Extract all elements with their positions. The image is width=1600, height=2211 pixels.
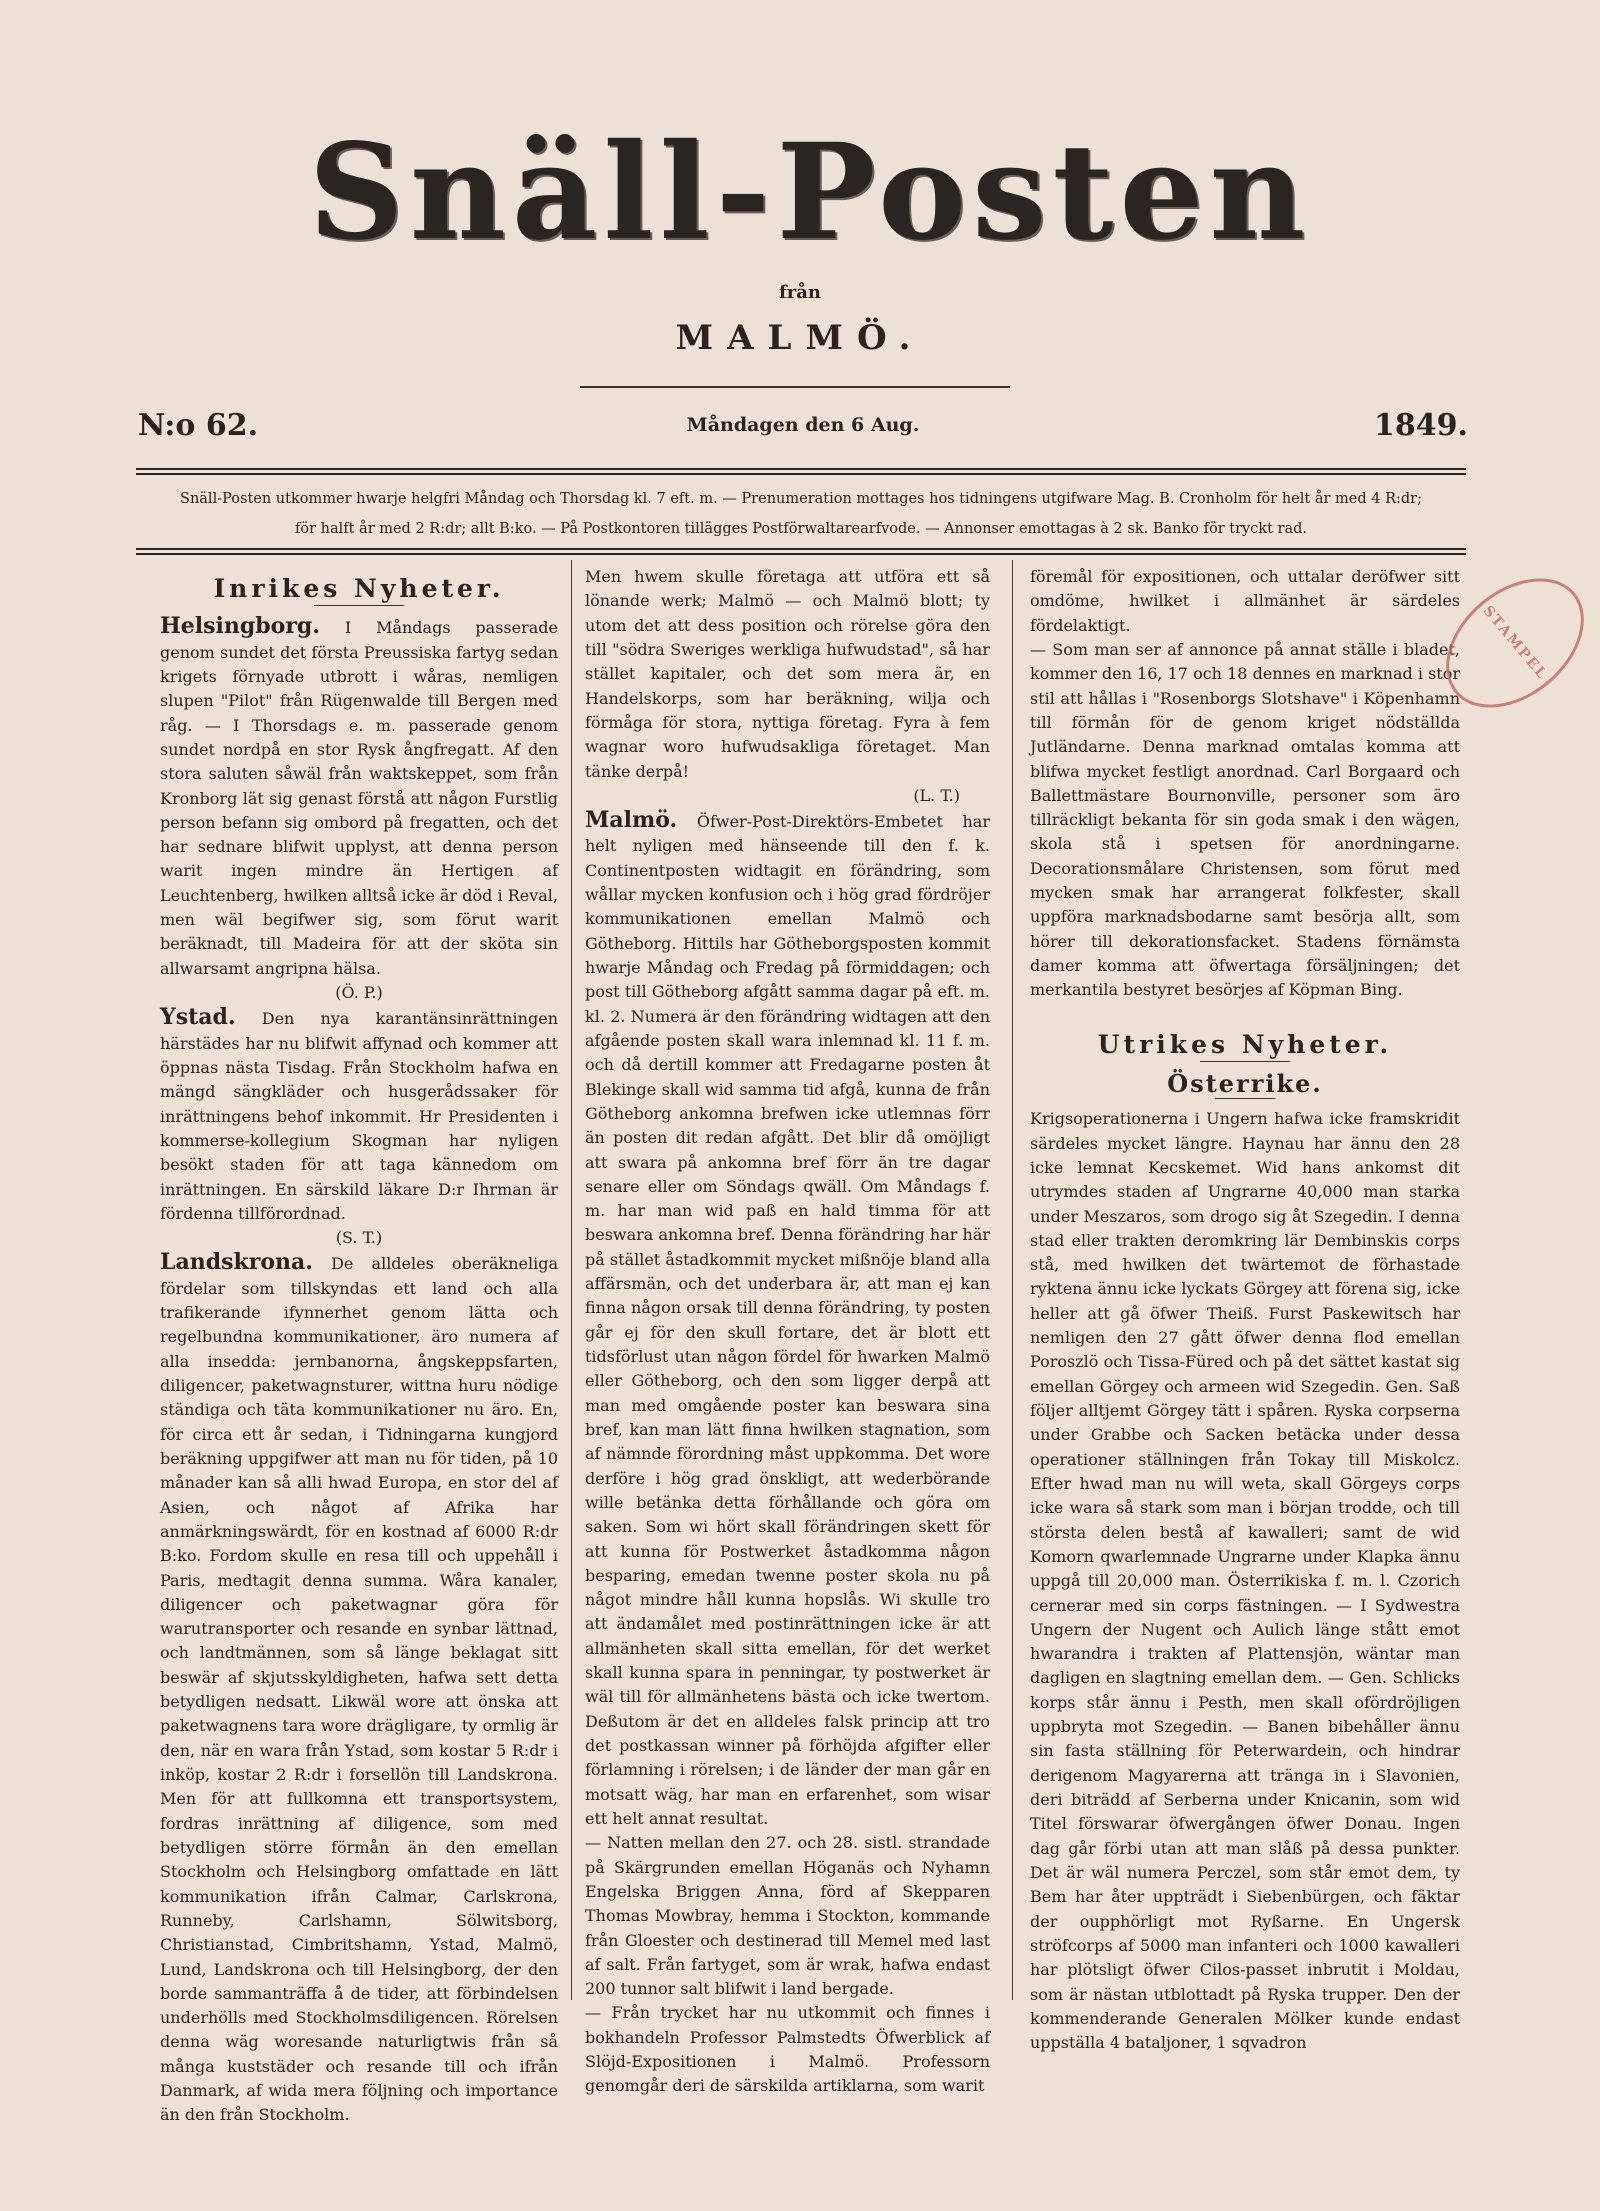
- article-austria: Krigsoperationerna i Ungern hafwa icke framskridit särdeles mycket längre. Haynau har ännu den 28 icke lemnat Kecskemet. Wid hans ankomst dit utrymdes staden af Ungrarne 40,000 man starka under Meszaros, som drogo sig åt Szegedin. I denna stad eller trakten deromkring lär Dembinskis corps stå, med hwilken det twärtemot de förhastade ryktena ännu icke lyckats Görgey att förena sig, icke heller att gå öfwer Theiß. Furst Paskewitsch har nemligen den 27 gått öfwer denna flod emellan Poroszlö och Tissa-Füred och på det sättet kastat sig emellan Görgey och armeen wid Szegedin. Gen. Saß följer alltjemt Görgey tätt i spåren. Ryska corpserna under Grabbe och Sacken betäcka under dessa operationer ställningen från Tokay till Miskolcz. Efter hwad man nu will weta, skall Görgeys corps icke wara så stark som man i början trodde, och till största delen bestå af kawalleri; samt de wid Komorn qwarlemnade Ungrarne under Klapka ännu uppgå till 20,000 man. Österrikiska f. m. l. Czorich cernerar med sin corps fästningen. — I Sydwestra Ungern der Nugent och Aulich länge stått emot hwarandra i trakten af Plattensjön, wäntar man dagligen en slagtning emellan dem. — Gen. Schlicks korps står ännu i Pesth, men skall ofördröjligen uppbryta mot Szegedin. — Banen bibehåller ännu sin fasta ställning för Peterwardein, och hindrar derigenom Magyarerna att tränga in i Slavonien, deri biträdd af Serberna under Knicanin, som wid Titel förswarar öfwergången öfwer Donau. Ingen dag går förbi utan att man slåß på dessa punkter. Det är wäl numera Perczel, som står emot dem, ty Bem har åter uppträdt i Siebenbürgen, och fäktar der oupphörligt mot Ryßarne. En Ungersk ströfcorps af 5000 man infanteri och 1000 kawalleri har plötsligt öfwer Cilos-passet inbrutit i Moldau, som är nästan utblottadt på Ryska trupper. Den der kommenderande Generalen Mölker kunde endast uppställa 4 bataljoner, 1 sqvadron: [1030, 1109, 1460, 2053]
- notice-line-1: Snäll-Posten utkommer hwarje helgfri Måndag och Thorsdag kl. 7 eft. m. — Prenumeration mottages hos tidningens utgifware Mag. B. Cronholm för helt år med 4 R:dr;: [180, 491, 1422, 507]
- column-3: [1030, 565, 1460, 2055]
- subscription-notice: [136, 484, 1466, 544]
- article-signature: (Ö. P.): [335, 983, 383, 1002]
- masthead-from: från: [779, 282, 821, 303]
- article-signature: (S. T.): [335, 1228, 383, 1248]
- column-1: [160, 565, 558, 2128]
- heading-rule: [314, 605, 404, 606]
- article-book: — Från trycket har nu utkommit och finnes i bokhandeln Professor Palmstedts Öfwerblick af Slöjd-Expositionen i Malmö. Professorn genomgår deri de särskilda artiklarna, som warit: [585, 2003, 990, 2096]
- article-landskrona: [160, 1250, 558, 2127]
- article-text: De alldeles oberäkneliga fördelar som tillskyndas ett land och alla trafikerande ifynnerhet genom lätta och regelbundna kommunikationer, äro numera af alla insedda: jernbanorna, ångskeppsfarten, diligencer, paketwagnsturer, wittna huru nödige ständiga och täta kommunikationer nu äro. En, för circa ett år sedan, i Tidningarna kungjord beräkning uppgifwer att man nu för tiden, på 10 månader kan så alli hwad Europa, en stor del af Asien, och något af Afrika har anmärkningswärdt, för en kostnad af 6000 R:dr B:ko. Fordom skulle en resa till och uppehåll i Paris, medtagit denna summa. Wåra kanaler, diligencer och paketwagnar göra för warutransporter och resande en synbar lättnad, och landtmännen, som så länge beklagat sitt beswär af skjutsskyldigheten, hafwa sett detta betydligen nedsatt. Likwäl wore att önska att paketwagnens tara wore drägligare, ty ormlig är den, när en wara från Ystad, som kostar 5 R:dr i inköp, kostar 2 R:dr i forsellön till Landskrona. Men för att fullkomna ett transportsystem, fordras inrättning af diligence, som med betydligen större förmån än den emellan Stockholm och Helsingborg omfattade en lätt kommunikation ifrån Calmar, Carlskrona, Runneby, Carlshamn, Sölwitsborg, Christianstad, Cimbritshamn, Ystad, Malmö, Lund, Landskrona och till Helsingborg, der den borde sammanträffa å de tider, att förbindelsen underhölls med Stockholmsdiligencen. Rörelsen denna wäg woresande naturligtwis från så många kuststäder och resande till och ifrån Danmark, af wida mera följning och importance än den från Stockholm.: [160, 1254, 558, 2125]
- top-rule-inner: [136, 473, 1466, 475]
- article-ystad: [160, 1005, 558, 1226]
- place-name: Landskrona.: [160, 1249, 313, 1276]
- place-name: Ystad.: [160, 1004, 236, 1031]
- issue-date: Måndagen den 6 Aug.: [686, 414, 920, 436]
- article-text: I Måndags passerade genom sundet det första Preussiska fartyg sedan krigets förnyade utbrott i wåras, nemligen slupen "Pilot" från Rügenwalde till Bergen med råg. — I Thorsdags e. m. passerade genom sundet nordpå en stor Rysk ångfregatt. Af den stora saluten såwäl från waktskeppet, som från Kronborg lät sig genast förstå att någon Furstlig person befann sig ombord på fregatten, och det har sednare blifwit upplyst, att denna person warit ingen mindre än Hertigen af Leuchtenberg, hwilken alltså icke är död i Reval, men wäl begifwer sig, som förut warit beräknadt, till Madeira för att der sköta sin allwarsamt angripna hälsa.: [160, 618, 558, 978]
- place-name: Malmö.: [585, 807, 678, 834]
- masthead-rule: [580, 386, 1010, 388]
- stamp-text: STAMPEL: [1479, 602, 1551, 684]
- place-name: Helsingborg.: [160, 613, 320, 640]
- article-continuation: föremål för expositionen, och uttalar deröfwer sitt omdöme, hwilket i allmänhet är särdeles fördelaktigt.: [1030, 567, 1460, 635]
- section-heading-foreign: Utrikes Nyheter.: [1097, 1029, 1393, 1059]
- issue-year: 1849.: [1374, 408, 1468, 443]
- issue-number: N:o 62.: [138, 408, 259, 443]
- heading-rule: [1200, 1061, 1290, 1062]
- article-signature: (L. T.): [913, 785, 960, 805]
- notice-rule-inner: [136, 553, 1466, 555]
- column-2: [585, 565, 990, 2099]
- top-rule: [136, 468, 1466, 470]
- column-divider: [571, 560, 572, 2000]
- notice-rule: [136, 548, 1466, 550]
- article-helsingborg: [160, 614, 558, 981]
- notice-line-2: för halft år med 2 R:dr; allt B:ko. — På Postkontoren tillägges Postförwaltarearfvode. — Annonser emottagas à 2 sk. Banko för tryckt rad.: [294, 521, 1307, 537]
- section-heading-domestic: Inrikes Nyheter.: [213, 574, 505, 603]
- article-text: Öfwer-Post-Direktörs-Embetet har helt nyligen med hänseende till den f. k. Continentposten widtagit en förändring, som wållar mycken konfusion och i hög grad fördröjer kommunikationen emellan Malmö och Götheborg. Hittils har Götheborgsposten kommit hwarje Måndag och Fredag på förmiddagen; och post till Götheborg afgått samma dagar på eft. m. kl. 2. Numera är den förändring widtagen att den afgående posten skall wara inlemnad kl. 11 f. m. och då dertill kommer att Fredagarne posten åt Blekinge skall wid samma tid afgå, kunna de från Götheborg ankomna brefwen icke utlemnas förr än posten dit redan afgått. Det blir då omöjligt att swara på ankomna bref förr än tre dagar senare eller om Söndags qwäll. Om Måndags f. m. har man wid paß en hald timma för att beswara ankomna bref. Denna förändring har här på stället åstadkommit mycket mißnöje bland alla affärsmän, och det underbara är, att man ej kan finna någon orsak till denna förändring, ty posten går ej för den skull fortare, det är blott ett tidsförlust utan någon fördel för hwarken Malmö eller Götheborg, och den som ligger derpå att man med omgående poster kan beswara sina bref, kan man lätt finna hwilken stagnation, som af nämnde förordning måst uppkomma. Det wore derföre i hög grad önskligt, att wederbörande wille betänka detta förhållande och göra om saken. Som wi hört skall förändringen skett för att kunna för Postwerket åstadkomma någon besparing, emedan twenne poster skola nu på något mindre håll kunna hopslås. Wi skulle tro att ändamålet med postinrättningen icke är att allmänheten skall sitta emellan, för det werket skall kunna spara in penningar, ty postwerket är wäl till för allmänhetens bästa och icke twertom. Deßutom är det en alldeles falsk princip att tro det postkassan winner på förhöjda afgifter eller förlamning i rörelsen; i de länder der man går en motsatt wäg, har man en erfarenhet, som wisar ett helt annat resultat.: [585, 812, 990, 1828]
- subheading-rule: [1215, 1098, 1275, 1099]
- masthead-title: Snäll-Posten: [308, 115, 1312, 270]
- article-malmo: [585, 808, 990, 1831]
- article-market: — Som man ser af annonce på annat ställe i bladet, kommer den 16, 17 och 18 dennes en marknad i stor stil att hållas i "Rosenborgs Slotshave" i Köpenhamn till förmån för de genom kriget nödställda Jutländarne. Denna marknad omtalas komma att blifwa mycket festligt anordnad. Carl Borgaard och Ballettmästare Bournonville, personer som äro tillräckligt bekanta för sin goda smak i den wägen, skola stå i spetsen för anordningarne. Decorationsmålare Christensen, som förut med mycken smak har arrangerat folkfester, skall uppföra marknadsbodarne samt besörja allt, som hörer till dekorationsfacket. Stadens förnämsta damer komma att öfwertaga försäljningen; det merkantila bestyret besörjes af Köpman Bing.: [1030, 639, 1460, 1000]
- article-shipwreck: — Natten mellan den 27. och 28. sistl. strandade på Skärgrunden emellan Höganäs och Nyhamn Engelska Briggen Anna, förd af Skepparen Thomas Mowbray, hemma i Stockton, kommande från Gloester och destinerad till Memel med last af salt. Från fartyget, som är wrak, hafwa endast 200 tunnor salt blifwit i land bergade.: [585, 1833, 990, 1999]
- spacer: [1030, 1003, 1460, 1021]
- article-text: Den nya karantänsinrättningen härstädes har nu blifwit affynad och kommer att öppnas nästa Tisdag. Från Stockholm hafwa en mängd sängkläder och husgerådssaker för inrättningens behof inkommit. Hr Presidenten i kommerse-kollegium Skogman har nyligen besökt staden för att taga kännedom om inrättningen. En särskild läkare D:r Ihrman är fördenna tillförordnad.: [160, 1009, 558, 1223]
- issue-line: [138, 408, 1468, 448]
- column-divider: [1012, 560, 1013, 2000]
- article-continuation: Men hwem skulle företaga att utföra ett så lönande werk; Malmö — och Malmö blott; ty utom det att dess position och rörelse göra den till "södra Sweriges werkliga hufwudstad", så har stället kapitaler, och det som mera är, en Handelskorps, som har beräkning, wilja och förmåga för stora, nyttiga företag. Fyra à fem wagnar woro hufwudsakliga företaget. Man tänke derpå!: [585, 567, 990, 781]
- subheading-austria: Österrike.: [1167, 1068, 1323, 1098]
- masthead-city: MALMÖ.: [675, 318, 925, 358]
